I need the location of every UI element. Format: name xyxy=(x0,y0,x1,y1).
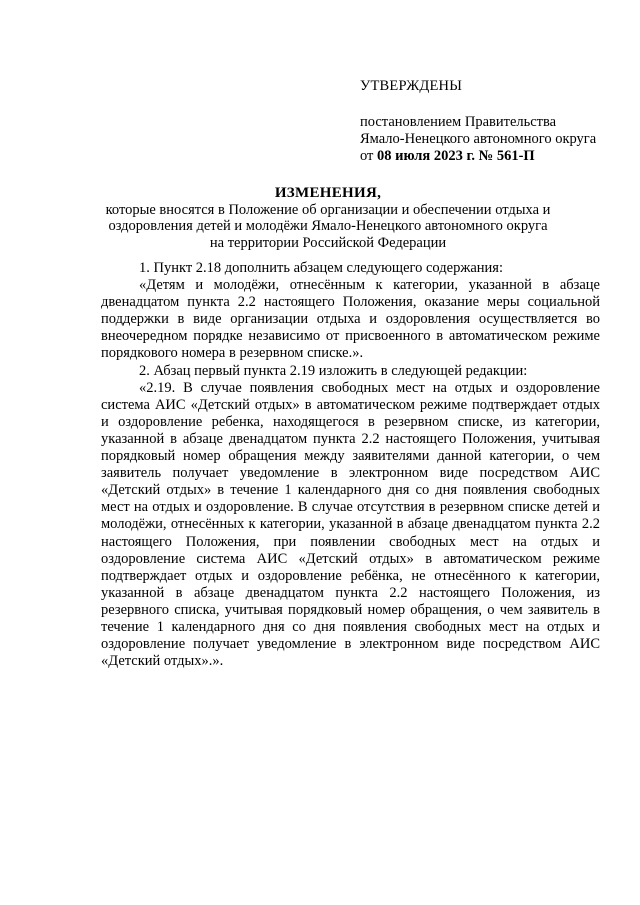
approval-date-line xyxy=(360,148,630,165)
paragraph-2: «Детям и молодёжи, отнесённым к категории, указанной в абзаце двенадцатом пункта 2.2 настоящего Положения, оказание меры социальной поддержки в виде организации отдыха и оздоровления осуществляется во внеочередном порядке независимо от присвоенного в автоматическом режиме порядкового номера в резервном списке.». xyxy=(101,277,600,362)
date-prefix: от xyxy=(360,148,378,164)
paragraph-1: 1. Пункт 2.18 дополнить абзацем следующего содержания: xyxy=(139,260,503,276)
document-subtitle: которые вносятся в Положение об организации и обеспечении отдыха и оздоровления детей и молодёжи Ямало-Ненецкого автономного округа на территории Российской Федерации xyxy=(105,201,551,251)
approval-heading: УТВЕРЖДЕНЫ xyxy=(360,78,463,94)
title-block xyxy=(100,185,556,251)
document-body xyxy=(101,260,600,670)
approval-line-1: постановлением Правительства xyxy=(360,114,557,130)
approval-block xyxy=(360,78,630,165)
paragraph-4: «2.19. В случае появления свободных мест на отдых и оздоровление система АИС «Детский отдых» в автоматическом режиме подтверждает отдых и оздоровление ребенка, находящегося в резервном списке, из категории, указанной в абзаце двенадцатом пункта 2.2 настоящего Положения, учитывая порядковый номер обращения между заявителями данной категории, о чем заявитель получает уведомление в электронном виде посредством АИС «Детский отдых» в течение 1 календарного дня со дня появления свободных мест на отдых и оздоровление. В случае отсутствия в резервном списке детей и молодёжи, отнесённых к категории, указанной в абзаце двенадцатом пункта 2.2 настоящего Положения, при появлении свободных мест на отдых и оздоровление система АИС «Детский отдых» в автоматическом режиме подтверждает отдых и оздоровление ребёнка, не отнесённого к категории, указанной в абзаце двенадцатом пункта 2.2 настоящего Положения, из резервного списка, учитывая порядковый номер обращения, о чем заявитель в течение 1 календарного дня со дня появления свободных мест на отдых и оздоровление получает уведомление в электронном виде посредством АИС «Детский отдых».». xyxy=(101,379,600,670)
approval-line-2: Ямало-Ненецкого автономного округа xyxy=(360,131,597,147)
date-value: 08 июля 2023 г. № 561-П xyxy=(377,148,535,164)
document-heading: ИЗМЕНЕНИЯ, xyxy=(274,185,382,201)
paragraph-3: 2. Абзац первый пункта 2.19 изложить в следующей редакции: xyxy=(139,362,528,379)
